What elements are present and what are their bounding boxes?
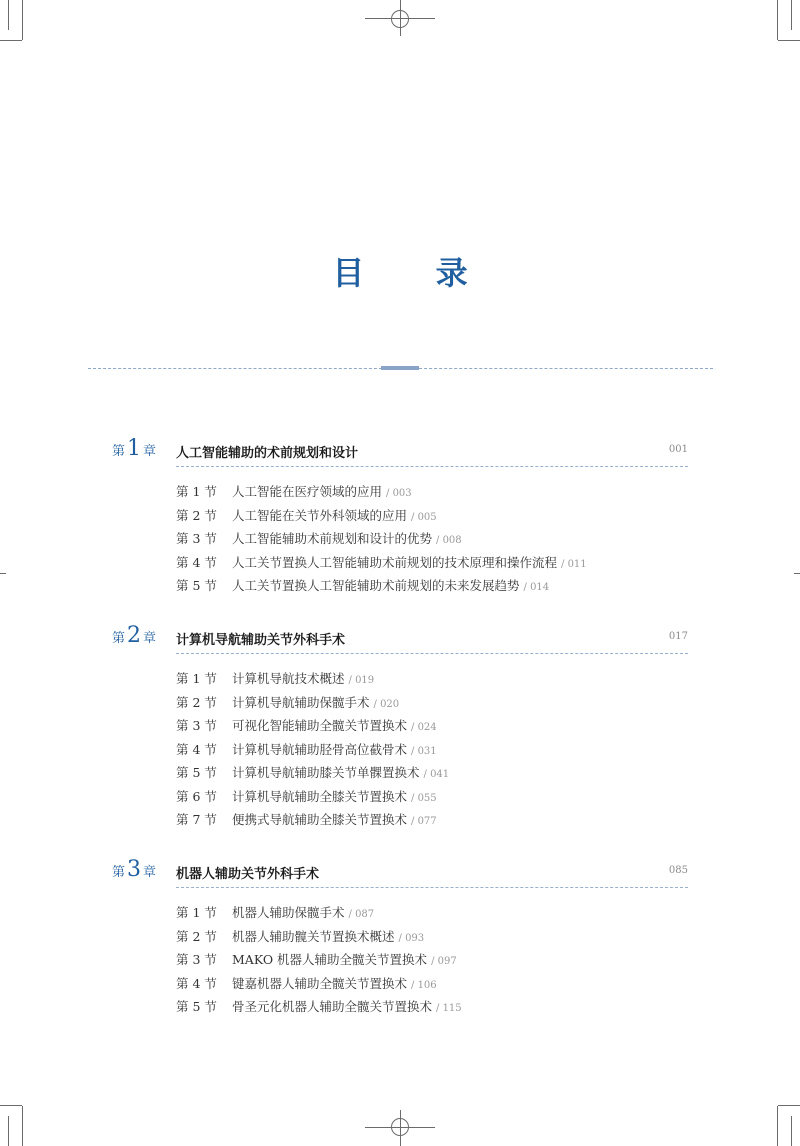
- section-entry[interactable]: [176, 693, 449, 717]
- section-page: / 011: [561, 558, 587, 570]
- section-page: / 003: [386, 488, 412, 499]
- title-divider-accent: [381, 366, 419, 370]
- section-list: [176, 669, 449, 834]
- section-label: 第 3 节: [176, 952, 217, 967]
- chapter-prefix: 第: [112, 631, 126, 646]
- chapter-title: 机器人辅助关节外科手术: [176, 867, 320, 882]
- side-tick-right: [794, 573, 800, 574]
- section-label: 第 1 节: [176, 671, 217, 686]
- section-label: 第 6 节: [176, 788, 217, 804]
- section-title: MAKO 机器人辅助全髋关节置换术: [232, 952, 428, 967]
- section-title: 计算机导航辅助膝关节单髁置换术: [232, 765, 420, 780]
- section-page: / 097: [431, 956, 457, 967]
- chapter-suffix: 章: [143, 631, 157, 646]
- section-entry[interactable]: [176, 903, 462, 927]
- chapter-title: 人工智能辅助的术前规划和设计: [176, 446, 359, 461]
- section-page: / 087: [348, 909, 375, 920]
- chapter-prefix: 第: [112, 444, 126, 459]
- chapter-number: [112, 436, 156, 461]
- side-tick-left: [0, 573, 6, 574]
- section-page: / 005: [411, 511, 437, 523]
- chapter-suffix: 章: [143, 444, 157, 459]
- section-title: 计算机导航辅助胫骨高位截骨术: [232, 741, 408, 757]
- section-entry[interactable]: [176, 787, 449, 811]
- section-page: / 019: [348, 675, 375, 686]
- section-page: / 041: [423, 769, 450, 780]
- chapter-2: [112, 623, 688, 827]
- section-page: / 020: [373, 698, 400, 710]
- section-entry[interactable]: [176, 997, 462, 1021]
- section-label: 第 4 节: [176, 554, 217, 570]
- chapter-heading[interactable]: [112, 623, 688, 647]
- section-title: 机器人辅助髋关节置换术概述: [232, 928, 395, 944]
- section-entry[interactable]: [176, 810, 449, 834]
- chapter-1: [112, 436, 688, 593]
- section-page: / 008: [436, 535, 462, 546]
- section-title: 可视化智能辅助全髋关节置换术: [232, 718, 408, 733]
- chapter-digit: 1: [127, 436, 142, 461]
- section-title: 键嘉机器人辅助全髋关节置换术: [232, 975, 408, 991]
- section-label: 第 7 节: [176, 812, 217, 827]
- section-label: 第 4 节: [176, 975, 217, 991]
- section-entry[interactable]: [176, 740, 449, 764]
- section-title: 人工智能辅助术前规划和设计的优势: [232, 531, 433, 546]
- section-title: 机器人辅助保髋手术: [232, 905, 345, 920]
- section-page: / 115: [436, 1003, 462, 1014]
- section-page: / 106: [411, 979, 437, 991]
- section-entry[interactable]: [176, 927, 462, 951]
- section-label: 第 3 节: [176, 718, 217, 733]
- page-title: 目 录: [332, 254, 498, 292]
- section-label: 第 4 节: [176, 741, 217, 757]
- chapter-divider: [176, 466, 688, 467]
- section-page: / 031: [411, 745, 437, 757]
- chapter-page: 085: [668, 865, 688, 876]
- section-label: 第 3 节: [176, 531, 217, 546]
- chapter-divider: [176, 653, 688, 654]
- chapter-number: [112, 623, 156, 648]
- section-label: 第 5 节: [176, 765, 217, 780]
- section-entry[interactable]: [176, 553, 587, 577]
- section-title: 人工智能在关节外科领域的应用: [232, 507, 408, 523]
- section-label: 第 1 节: [176, 905, 217, 920]
- section-entry[interactable]: [176, 576, 587, 600]
- section-list: [176, 903, 462, 1021]
- section-label: 第 2 节: [176, 507, 217, 523]
- section-title: 计算机导航技术概述: [232, 671, 345, 686]
- section-entry[interactable]: [176, 529, 587, 553]
- chapter-title: 计算机导航辅助关节外科手术: [176, 633, 346, 648]
- section-label: 第 1 节: [176, 484, 217, 499]
- chapter-page: 017: [668, 631, 688, 642]
- section-entry[interactable]: [176, 506, 587, 530]
- section-page: / 024: [411, 722, 437, 733]
- section-label: 第 2 节: [176, 694, 217, 710]
- section-label: 第 2 节: [176, 928, 217, 944]
- section-title: 便携式导航辅助全膝关节置换术: [232, 812, 408, 827]
- chapter-page: 001: [668, 444, 688, 455]
- section-label: 第 5 节: [176, 578, 217, 593]
- section-title: 人工关节置换人工智能辅助术前规划的未来发展趋势: [232, 578, 520, 593]
- section-title: 骨圣元化机器人辅助全髋关节置换术: [232, 999, 433, 1014]
- chapter-heading[interactable]: [112, 857, 688, 881]
- section-label: 第 5 节: [176, 999, 217, 1014]
- chapter-divider: [176, 887, 688, 888]
- chapter-prefix: 第: [112, 865, 126, 880]
- chapter-digit: 2: [127, 623, 142, 648]
- section-entry[interactable]: [176, 974, 462, 998]
- section-list: [176, 482, 587, 600]
- section-title: 人工关节置换人工智能辅助术前规划的技术原理和操作流程: [232, 554, 558, 570]
- section-entry[interactable]: [176, 669, 449, 693]
- chapter-digit: 3: [127, 857, 142, 882]
- section-page: / 077: [411, 816, 437, 827]
- chapter-heading[interactable]: [112, 436, 688, 460]
- section-entry[interactable]: [176, 950, 462, 974]
- section-title: 计算机导航辅助全膝关节置换术: [232, 788, 408, 804]
- section-page: / 093: [398, 932, 425, 944]
- section-page: / 014: [523, 582, 550, 593]
- section-page: / 055: [411, 792, 437, 804]
- section-title: 人工智能在医疗领域的应用: [232, 484, 383, 499]
- section-entry[interactable]: [176, 763, 449, 787]
- chapter-3: [112, 857, 688, 1014]
- chapter-suffix: 章: [143, 865, 157, 880]
- section-entry[interactable]: [176, 716, 449, 740]
- chapter-number: [112, 857, 156, 882]
- section-title: 计算机导航辅助保髋手术: [232, 694, 370, 710]
- section-entry[interactable]: [176, 482, 587, 506]
